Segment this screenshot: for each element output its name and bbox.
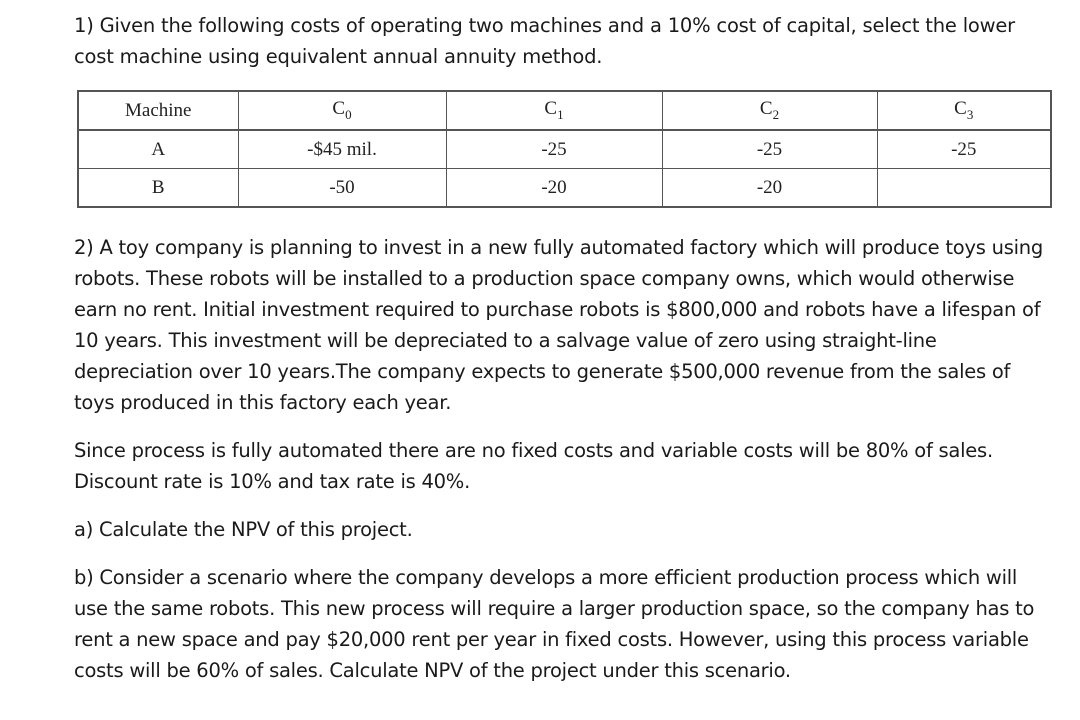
header-c0: $C_0$ <box>238 91 446 130</box>
table-cell: -25 <box>877 130 1051 169</box>
text-line: Discount rate is 10% and tax rate is 40%. <box>74 470 471 493</box>
text-line: earn no rent. Initial investment required to purchase robots is $800,000 and robots have a lifespan of <box>74 298 1041 321</box>
table-cell: -25 <box>446 130 662 169</box>
question-2-part-b <box>74 562 1069 686</box>
table-cell: A <box>78 130 238 169</box>
text-line: 10 years. This investment will be depreciated to a salvage value of zero using straight-line <box>74 329 937 352</box>
text-line: rent a new space and pay $20,000 rent per year in fixed costs. However, using this process variable <box>74 628 1029 651</box>
table-cell: -$45 mil. <box>238 130 446 169</box>
table-cell: -50 <box>238 169 446 208</box>
text-line: b) Consider a scenario where the company develops a more efficient production process which will <box>74 566 1018 589</box>
table-row <box>78 130 1051 169</box>
question-1 <box>74 10 1064 72</box>
text-line: 2) A toy company is planning to invest in a new fully automated factory which will produce toys using <box>74 236 1044 259</box>
table-cell: -20 <box>446 169 662 208</box>
table-header-row <box>78 91 1051 130</box>
question-2-intro <box>74 232 1069 418</box>
table-cell: B <box>78 169 238 208</box>
text-line: costs will be 60% of sales. Calculate NPV of the project under this scenario. <box>74 659 791 682</box>
header-machine: Machine <box>78 91 238 130</box>
question-1-line: cost machine using equivalent annual annuity method. <box>74 45 603 68</box>
table-cell: -20 <box>662 169 877 208</box>
text-line: use the same robots. This new process will require a larger production space, so the company has to <box>74 597 1035 620</box>
table-cell <box>877 169 1051 208</box>
question-2 <box>74 232 1069 686</box>
machine-cost-table <box>77 90 1052 208</box>
question-2-part-a <box>74 514 1069 545</box>
header-c1: $C_1$ <box>446 91 662 130</box>
text-line: depreciation over 10 years.The company expects to generate $500,000 revenue from the sales of <box>74 360 1011 383</box>
question-2-costs <box>74 435 1069 497</box>
table-row <box>78 169 1051 208</box>
text-line: robots. These robots will be installed to a production space company owns, which would otherwise <box>74 267 1015 290</box>
table-cell: -25 <box>662 130 877 169</box>
text-line: Since process is fully automated there are no fixed costs and variable costs will be 80% of sales. <box>74 439 993 462</box>
text-line: a) Calculate the NPV of this project. <box>74 518 413 541</box>
text-line: toys produced in this factory each year. <box>74 391 452 414</box>
header-c3: $C_3$ <box>877 91 1051 130</box>
question-1-line: 1) Given the following costs of operating two machines and a 10% cost of capital, select the lower <box>74 14 1016 37</box>
header-c2: $C_2$ <box>662 91 877 130</box>
